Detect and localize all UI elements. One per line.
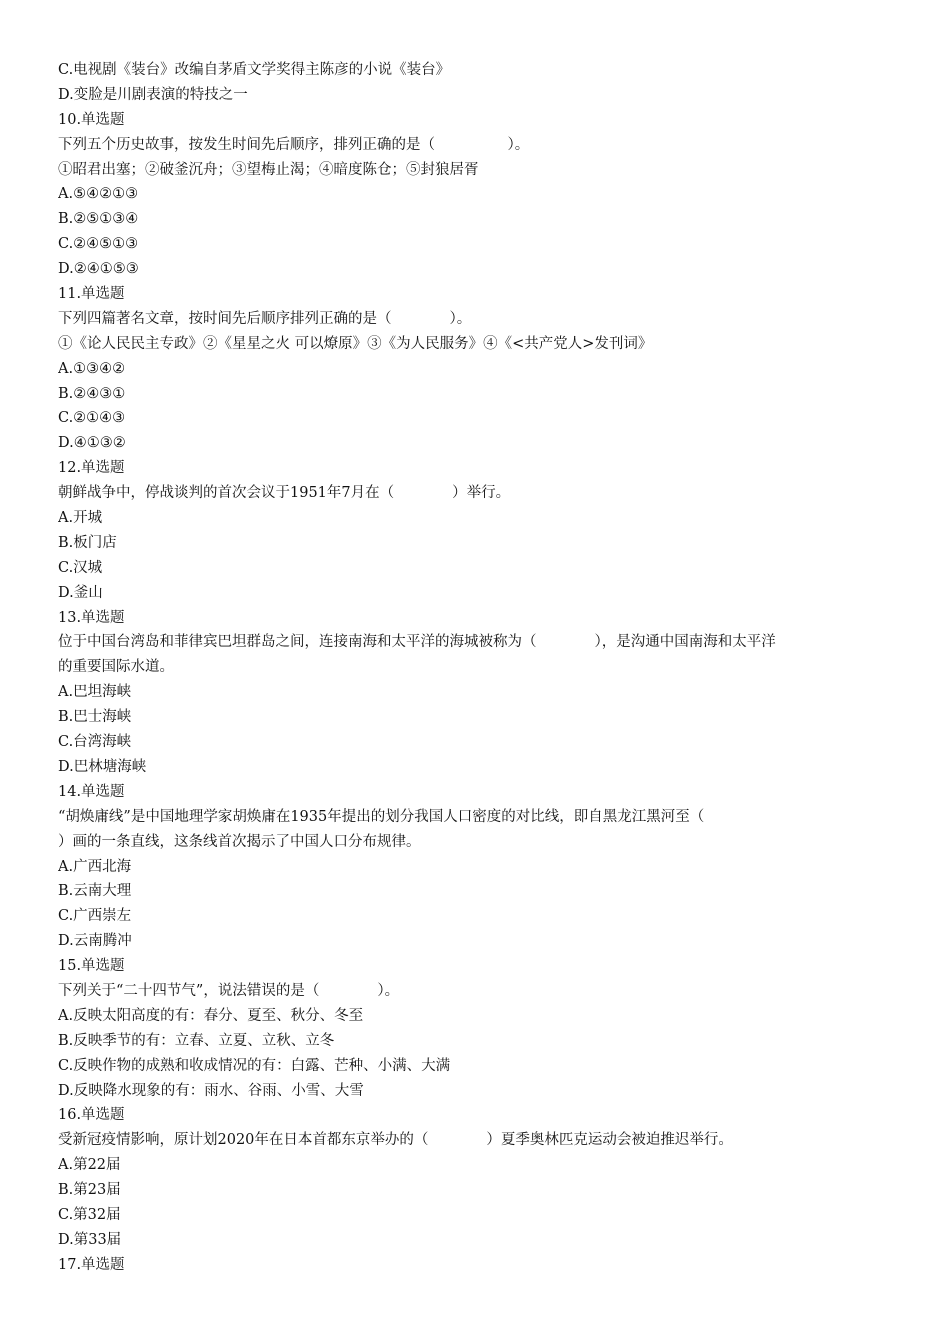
answer-option: C.台湾海峡 — [58, 734, 132, 751]
answer-option: B.②⑤①③④ — [58, 211, 139, 228]
answer-option: B.云南大理 — [58, 883, 132, 900]
answer-option: A.反映太阳高度的有：春分、夏至、秋分、冬至 — [58, 1007, 364, 1024]
question-text: “胡焕庸线”是中国地理学家胡焕庸在1935年提出的划分我国人口密度的对比线，即自黑龙江黑河至（ — [58, 808, 705, 825]
question-number: 15.单选题 — [58, 958, 125, 975]
question-text: 的重要国际水道。 — [58, 659, 174, 676]
question-number: 10.单选题 — [58, 111, 125, 128]
question-text: ）画的一条直线，这条线首次揭示了中国人口分布规律。 — [58, 833, 421, 850]
answer-option: A.巴坦海峡 — [58, 684, 132, 701]
answer-option: B.板门店 — [58, 534, 117, 551]
answer-option: B.第23届 — [58, 1182, 121, 1199]
answer-option: C.电视剧《装台》改编自茅盾文学奖得主陈彦的小说《装台》 — [58, 62, 451, 78]
answer-option: C.汉城 — [58, 559, 103, 576]
answer-option: C.反映作物的成熟和收成情况的有：白露、芒种、小满、大满 — [58, 1057, 451, 1074]
answer-option: D.②④①⑤③ — [58, 261, 139, 278]
answer-option: A.开城 — [58, 510, 103, 527]
answer-option: A.第22届 — [58, 1157, 121, 1174]
question-number: 14.单选题 — [58, 783, 125, 800]
question-number: 11.单选题 — [58, 286, 125, 303]
question-number: 13.单选题 — [58, 609, 125, 626]
question-text: 朝鲜战争中，停战谈判的首次会议于1951年7月在（ ）举行。 — [58, 485, 511, 502]
question-number: 16.单选题 — [58, 1107, 125, 1124]
question-text: ①昭君出塞；②破釜沉舟；③望梅止渴；④暗度陈仓；⑤封狼居胥 — [58, 161, 479, 178]
document-page — [58, 58, 898, 1278]
answer-option: C.广西崇左 — [58, 908, 132, 925]
question-number: 12.单选题 — [58, 460, 125, 477]
question-text: 下列关于“二十四节气”，说法错误的是（ ）。 — [58, 982, 400, 999]
answer-option: B.巴士海峡 — [58, 709, 132, 726]
answer-option: D.巴林塘海峡 — [58, 758, 147, 775]
answer-option: D.反映降水现象的有：雨水、谷雨、小雪、大雪 — [58, 1082, 364, 1099]
answer-option: C.②①④③ — [58, 410, 126, 427]
answer-option: B.反映季节的有：立春、立夏、立秋、立冬 — [58, 1032, 335, 1049]
answer-option: A.①③④② — [58, 360, 126, 377]
question-text: ①《论人民民主专政》②《星星之火 可以燎原》③《为人民服务》④《<共产党人>发刊词》 — [58, 335, 653, 352]
question-text: 位于中国台湾岛和菲律宾巴坦群岛之间，连接南海和太平洋的海城被称为（ ），是沟通中国南海和太平洋 — [58, 634, 776, 651]
answer-option: D.第33届 — [58, 1231, 122, 1248]
answer-option: D.变脸是川剧表演的特技之一 — [58, 86, 248, 103]
answer-option: D.釜山 — [58, 584, 103, 601]
question-text: 下列四篇著名文章，按时间先后顺序排列正确的是（ ）。 — [58, 310, 472, 327]
answer-option: D.④①③② — [58, 435, 126, 452]
question-text: 受新冠疫情影响，原计划2020年在日本首都东京举办的（ ）夏季奥林匹克运动会被迫推迟举行。 — [58, 1132, 733, 1149]
answer-option: A.⑤④②①③ — [58, 186, 139, 203]
question-text: 下列五个历史故事，按发生时间先后顺序，排列正确的是（ ）。 — [58, 136, 530, 153]
answer-option: D.云南腾冲 — [58, 933, 132, 950]
question-number: 17.单选题 — [58, 1256, 125, 1273]
answer-option: C.第32届 — [58, 1206, 121, 1223]
answer-option: A.广西北海 — [58, 858, 132, 875]
answer-option: C.②④⑤①③ — [58, 236, 139, 253]
answer-option: B.②④③① — [58, 385, 126, 402]
